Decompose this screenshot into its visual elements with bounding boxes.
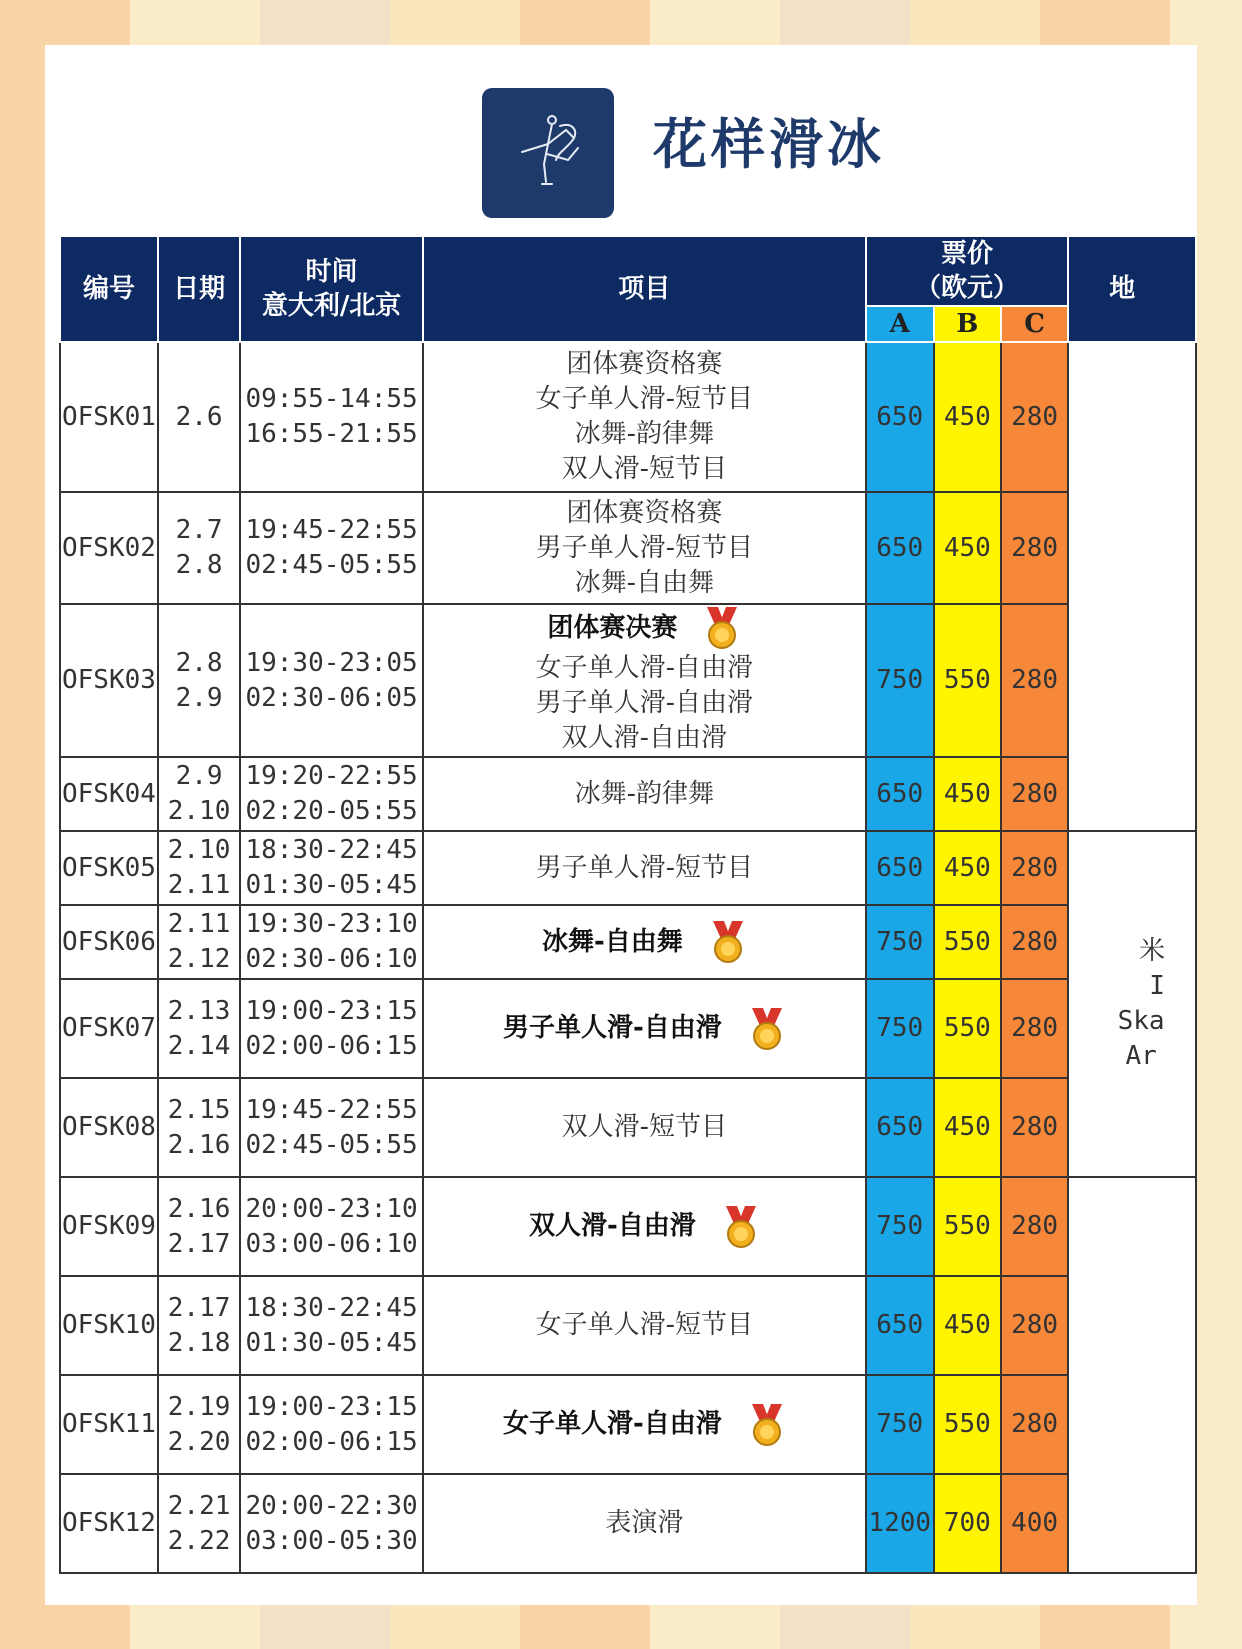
price-b-cell: 550	[934, 905, 1001, 979]
price-c-cell: 280	[1001, 979, 1068, 1078]
price-c-cell: 280	[1001, 1276, 1068, 1375]
time-line: 02:20-05:55	[245, 796, 418, 826]
price-a-cell: 650	[866, 1078, 934, 1177]
date-line: 2.22	[167, 1525, 231, 1556]
session-id: OFSK12	[60, 1474, 158, 1573]
session-time	[240, 979, 423, 1078]
event-name: 表演滑	[605, 1508, 684, 1538]
price-c-cell: 280	[1001, 1375, 1068, 1474]
price-b-cell: 450	[934, 1276, 1001, 1375]
price-c-cell: 280	[1001, 492, 1068, 604]
date-line: 2.15	[167, 1094, 231, 1125]
col-header-price-c: C	[1001, 306, 1068, 342]
time-line: 03:00-05:30	[245, 1525, 418, 1556]
session-events	[423, 1474, 866, 1573]
session-date	[158, 1177, 240, 1276]
price-a-cell: 750	[866, 1375, 934, 1474]
time-line: 19:45-22:55	[245, 1094, 418, 1125]
event-name: 冰舞-韵律舞	[574, 419, 715, 449]
session-time	[240, 1375, 423, 1474]
table-row	[60, 1375, 1196, 1474]
session-events	[423, 1375, 866, 1474]
session-events	[423, 1078, 866, 1177]
price-a-cell: 750	[866, 979, 934, 1078]
venue-line: I	[1149, 971, 1165, 1001]
event-name: 女子单人滑-自由滑	[502, 1409, 722, 1439]
time-line: 01:30-05:45	[245, 870, 418, 900]
session-date	[158, 1078, 240, 1177]
price-b-cell: 450	[934, 492, 1001, 604]
event-line	[424, 1006, 865, 1052]
price-a-cell: 650	[866, 757, 934, 831]
session-events	[423, 342, 866, 492]
session-events	[423, 905, 866, 979]
price-b-cell: 550	[934, 604, 1001, 757]
col-header-time-line1: 时间	[305, 257, 358, 287]
gold-medal-icon	[748, 1402, 786, 1448]
medal-event	[542, 919, 747, 965]
venue-line: Ar	[1125, 1041, 1157, 1071]
price-b-cell: 450	[934, 831, 1001, 905]
event-name: 女子单人滑-短节目	[535, 1310, 754, 1340]
time-line: 01:30-05:45	[245, 1327, 418, 1358]
event-name: 男子单人滑-短节目	[535, 852, 754, 883]
date-line: 2.11	[167, 870, 231, 900]
event-name: 女子单人滑-短节目	[535, 384, 754, 414]
date-line: 2.10	[167, 835, 231, 865]
event-name: 双人滑-短节目	[561, 1112, 728, 1142]
table-row	[60, 905, 1196, 979]
col-header-venue: 地	[1068, 236, 1196, 342]
session-events	[423, 604, 866, 757]
price-b-cell: 550	[934, 1375, 1001, 1474]
event-line	[424, 605, 865, 651]
session-events	[423, 979, 866, 1078]
time-line: 09:55-14:55	[245, 384, 418, 414]
session-events	[423, 757, 866, 831]
col-header-price-a: A	[866, 306, 934, 342]
event-line	[424, 686, 865, 721]
date-line: 2.13	[167, 995, 231, 1026]
event-name: 冰舞-自由舞	[541, 926, 683, 957]
session-time	[240, 1177, 423, 1276]
event-name: 冰舞-韵律舞	[574, 778, 715, 809]
date-line: 2.18	[167, 1327, 231, 1358]
session-date	[158, 604, 240, 757]
table-row	[60, 1177, 1196, 1276]
venue-line: 米	[1139, 936, 1166, 966]
table-row	[60, 492, 1196, 604]
medal-event	[503, 1006, 786, 1052]
medal-event	[547, 605, 741, 651]
session-date	[158, 757, 240, 831]
price-c-cell: 280	[1001, 342, 1068, 492]
session-id: OFSK04	[60, 757, 158, 831]
col-header-id: 编号	[60, 236, 158, 342]
event-name: 双人滑-短节目	[561, 454, 728, 484]
venue-cell-empty	[1068, 342, 1196, 831]
col-header-date: 日期	[158, 236, 240, 342]
session-events	[423, 831, 866, 905]
session-time	[240, 905, 423, 979]
venue-cell-empty	[1068, 1177, 1196, 1573]
price-a-cell: 650	[866, 831, 934, 905]
date-line: 2.9	[175, 761, 223, 791]
date-line: 2.19	[167, 1391, 231, 1422]
table-row	[60, 979, 1196, 1078]
table-row	[60, 831, 1196, 905]
event-line	[424, 919, 865, 965]
price-c-cell: 280	[1001, 905, 1068, 979]
date-line: 2.21	[167, 1490, 231, 1521]
session-date	[158, 1375, 240, 1474]
event-line	[424, 531, 865, 566]
time-line: 02:45-05:55	[245, 1129, 418, 1160]
event-line	[424, 1402, 865, 1448]
event-name: 女子单人滑-自由滑	[535, 653, 754, 683]
gold-medal-icon	[703, 605, 741, 651]
time-line: 18:30-22:45	[245, 835, 418, 865]
date-line: 2.14	[167, 1030, 231, 1061]
medal-event	[503, 1402, 786, 1448]
time-line: 20:00-23:10	[245, 1193, 418, 1224]
table-row	[60, 757, 1196, 831]
event-line	[424, 1204, 865, 1250]
time-line: 19:30-23:10	[245, 909, 418, 939]
price-b-cell: 450	[934, 1078, 1001, 1177]
gold-medal-icon	[722, 1204, 760, 1250]
time-line: 16:55-21:55	[245, 419, 418, 449]
price-c-cell: 280	[1001, 757, 1068, 831]
event-name: 双人滑-自由滑	[528, 1211, 696, 1241]
price-a-cell: 650	[866, 1276, 934, 1375]
event-name: 男子单人滑-自由滑	[535, 688, 754, 718]
event-name: 团体赛资格赛	[566, 497, 723, 528]
event-line	[424, 851, 865, 886]
time-line: 19:20-22:55	[245, 761, 418, 791]
price-a-cell: 650	[866, 492, 934, 604]
time-line: 20:00-22:30	[245, 1490, 418, 1521]
price-b-cell: 700	[934, 1474, 1001, 1573]
medal-event	[529, 1204, 760, 1250]
session-id: OFSK09	[60, 1177, 158, 1276]
schedule-body	[60, 342, 1196, 1573]
date-line: 2.17	[167, 1228, 231, 1259]
event-line	[424, 566, 865, 601]
col-header-price	[866, 236, 1068, 306]
event-line	[424, 1110, 865, 1145]
event-line	[424, 417, 865, 452]
event-line	[424, 651, 865, 686]
date-line: 2.8	[175, 647, 223, 678]
col-header-price-line2: （欧元）	[915, 273, 1020, 303]
event-line	[424, 382, 865, 417]
time-line: 02:45-05:55	[245, 550, 418, 580]
price-a-cell: 750	[866, 1177, 934, 1276]
session-date	[158, 979, 240, 1078]
price-b-cell: 450	[934, 342, 1001, 492]
date-line: 2.20	[167, 1426, 231, 1457]
date-line: 2.6	[175, 401, 223, 432]
event-name: 男子单人滑-自由滑	[502, 1013, 722, 1043]
schedule-sheet	[45, 45, 1197, 1605]
session-time	[240, 757, 423, 831]
session-id: OFSK11	[60, 1375, 158, 1474]
time-line: 18:30-22:45	[245, 1292, 418, 1323]
session-id: OFSK01	[60, 342, 158, 492]
time-line: 02:00-06:15	[245, 1030, 418, 1061]
date-line: 2.7	[175, 515, 223, 545]
event-line	[424, 452, 865, 487]
price-c-cell: 280	[1001, 1177, 1068, 1276]
time-line: 19:00-23:15	[245, 1391, 418, 1422]
date-line: 2.11	[167, 909, 231, 939]
date-line: 2.16	[167, 1193, 231, 1224]
session-events	[423, 492, 866, 604]
price-a-cell: 750	[866, 905, 934, 979]
session-time	[240, 342, 423, 492]
session-id: OFSK07	[60, 979, 158, 1078]
event-line	[424, 496, 865, 531]
date-line: 2.12	[167, 944, 231, 974]
col-header-time	[240, 236, 423, 342]
session-date	[158, 905, 240, 979]
session-id: OFSK02	[60, 492, 158, 604]
date-line: 2.16	[167, 1129, 231, 1160]
session-time	[240, 1078, 423, 1177]
gold-medal-icon	[709, 919, 747, 965]
price-b-cell: 550	[934, 979, 1001, 1078]
session-date	[158, 342, 240, 492]
session-id: OFSK08	[60, 1078, 158, 1177]
time-line: 19:30-23:05	[245, 647, 418, 678]
price-c-cell: 280	[1001, 1078, 1068, 1177]
price-a-cell: 750	[866, 604, 934, 757]
price-a-cell: 1200	[866, 1474, 934, 1573]
session-events	[423, 1276, 866, 1375]
session-date	[158, 1276, 240, 1375]
event-name: 男子单人滑-短节目	[535, 532, 754, 563]
session-time	[240, 1474, 423, 1573]
price-c-cell: 400	[1001, 1474, 1068, 1573]
venue-line: Ska	[1117, 1006, 1165, 1036]
event-line	[424, 1308, 865, 1343]
venue-cell	[1068, 831, 1196, 1177]
table-row	[60, 1276, 1196, 1375]
date-line: 2.8	[175, 550, 223, 580]
event-line	[424, 1506, 865, 1541]
price-c-cell: 280	[1001, 604, 1068, 757]
figure-skater-icon	[508, 108, 588, 198]
gold-medal-icon	[748, 1006, 786, 1052]
table-row	[60, 604, 1196, 757]
event-name: 团体赛决赛	[547, 612, 678, 643]
price-b-cell: 450	[934, 757, 1001, 831]
event-line	[424, 347, 865, 382]
time-line: 03:00-06:10	[245, 1228, 418, 1259]
event-line	[424, 777, 865, 812]
event-name: 冰舞-自由舞	[574, 567, 715, 598]
col-header-price-line1: 票价	[941, 239, 994, 269]
price-c-cell: 280	[1001, 831, 1068, 905]
table-row	[60, 1474, 1196, 1573]
session-time	[240, 1276, 423, 1375]
event-name: 双人滑-自由滑	[561, 723, 728, 753]
page-title: 花样滑冰	[653, 113, 885, 176]
time-line: 02:00-06:15	[245, 1426, 418, 1457]
event-line	[424, 721, 865, 756]
price-a-cell: 650	[866, 342, 934, 492]
date-line: 2.10	[167, 796, 231, 826]
session-date	[158, 831, 240, 905]
schedule-table	[59, 235, 1197, 1574]
session-time	[240, 831, 423, 905]
session-time	[240, 604, 423, 757]
session-date	[158, 492, 240, 604]
session-events	[423, 1177, 866, 1276]
table-row	[60, 342, 1196, 492]
session-id: OFSK05	[60, 831, 158, 905]
col-header-event: 项目	[423, 236, 866, 342]
col-header-time-line2: 意大利/北京	[261, 291, 402, 321]
session-id: OFSK10	[60, 1276, 158, 1375]
time-line: 02:30-06:05	[245, 682, 418, 713]
time-line: 02:30-06:10	[245, 944, 418, 974]
date-line: 2.9	[175, 682, 223, 713]
price-b-cell: 550	[934, 1177, 1001, 1276]
event-name: 团体赛资格赛	[566, 349, 723, 379]
session-date	[158, 1474, 240, 1573]
col-header-price-b: B	[934, 306, 1001, 342]
session-id: OFSK03	[60, 604, 158, 757]
session-time	[240, 492, 423, 604]
figure-skating-logo	[482, 88, 614, 218]
table-row	[60, 1078, 1196, 1177]
time-line: 19:00-23:15	[245, 995, 418, 1026]
session-id: OFSK06	[60, 905, 158, 979]
date-line: 2.17	[167, 1292, 231, 1323]
time-line: 19:45-22:55	[245, 515, 418, 545]
